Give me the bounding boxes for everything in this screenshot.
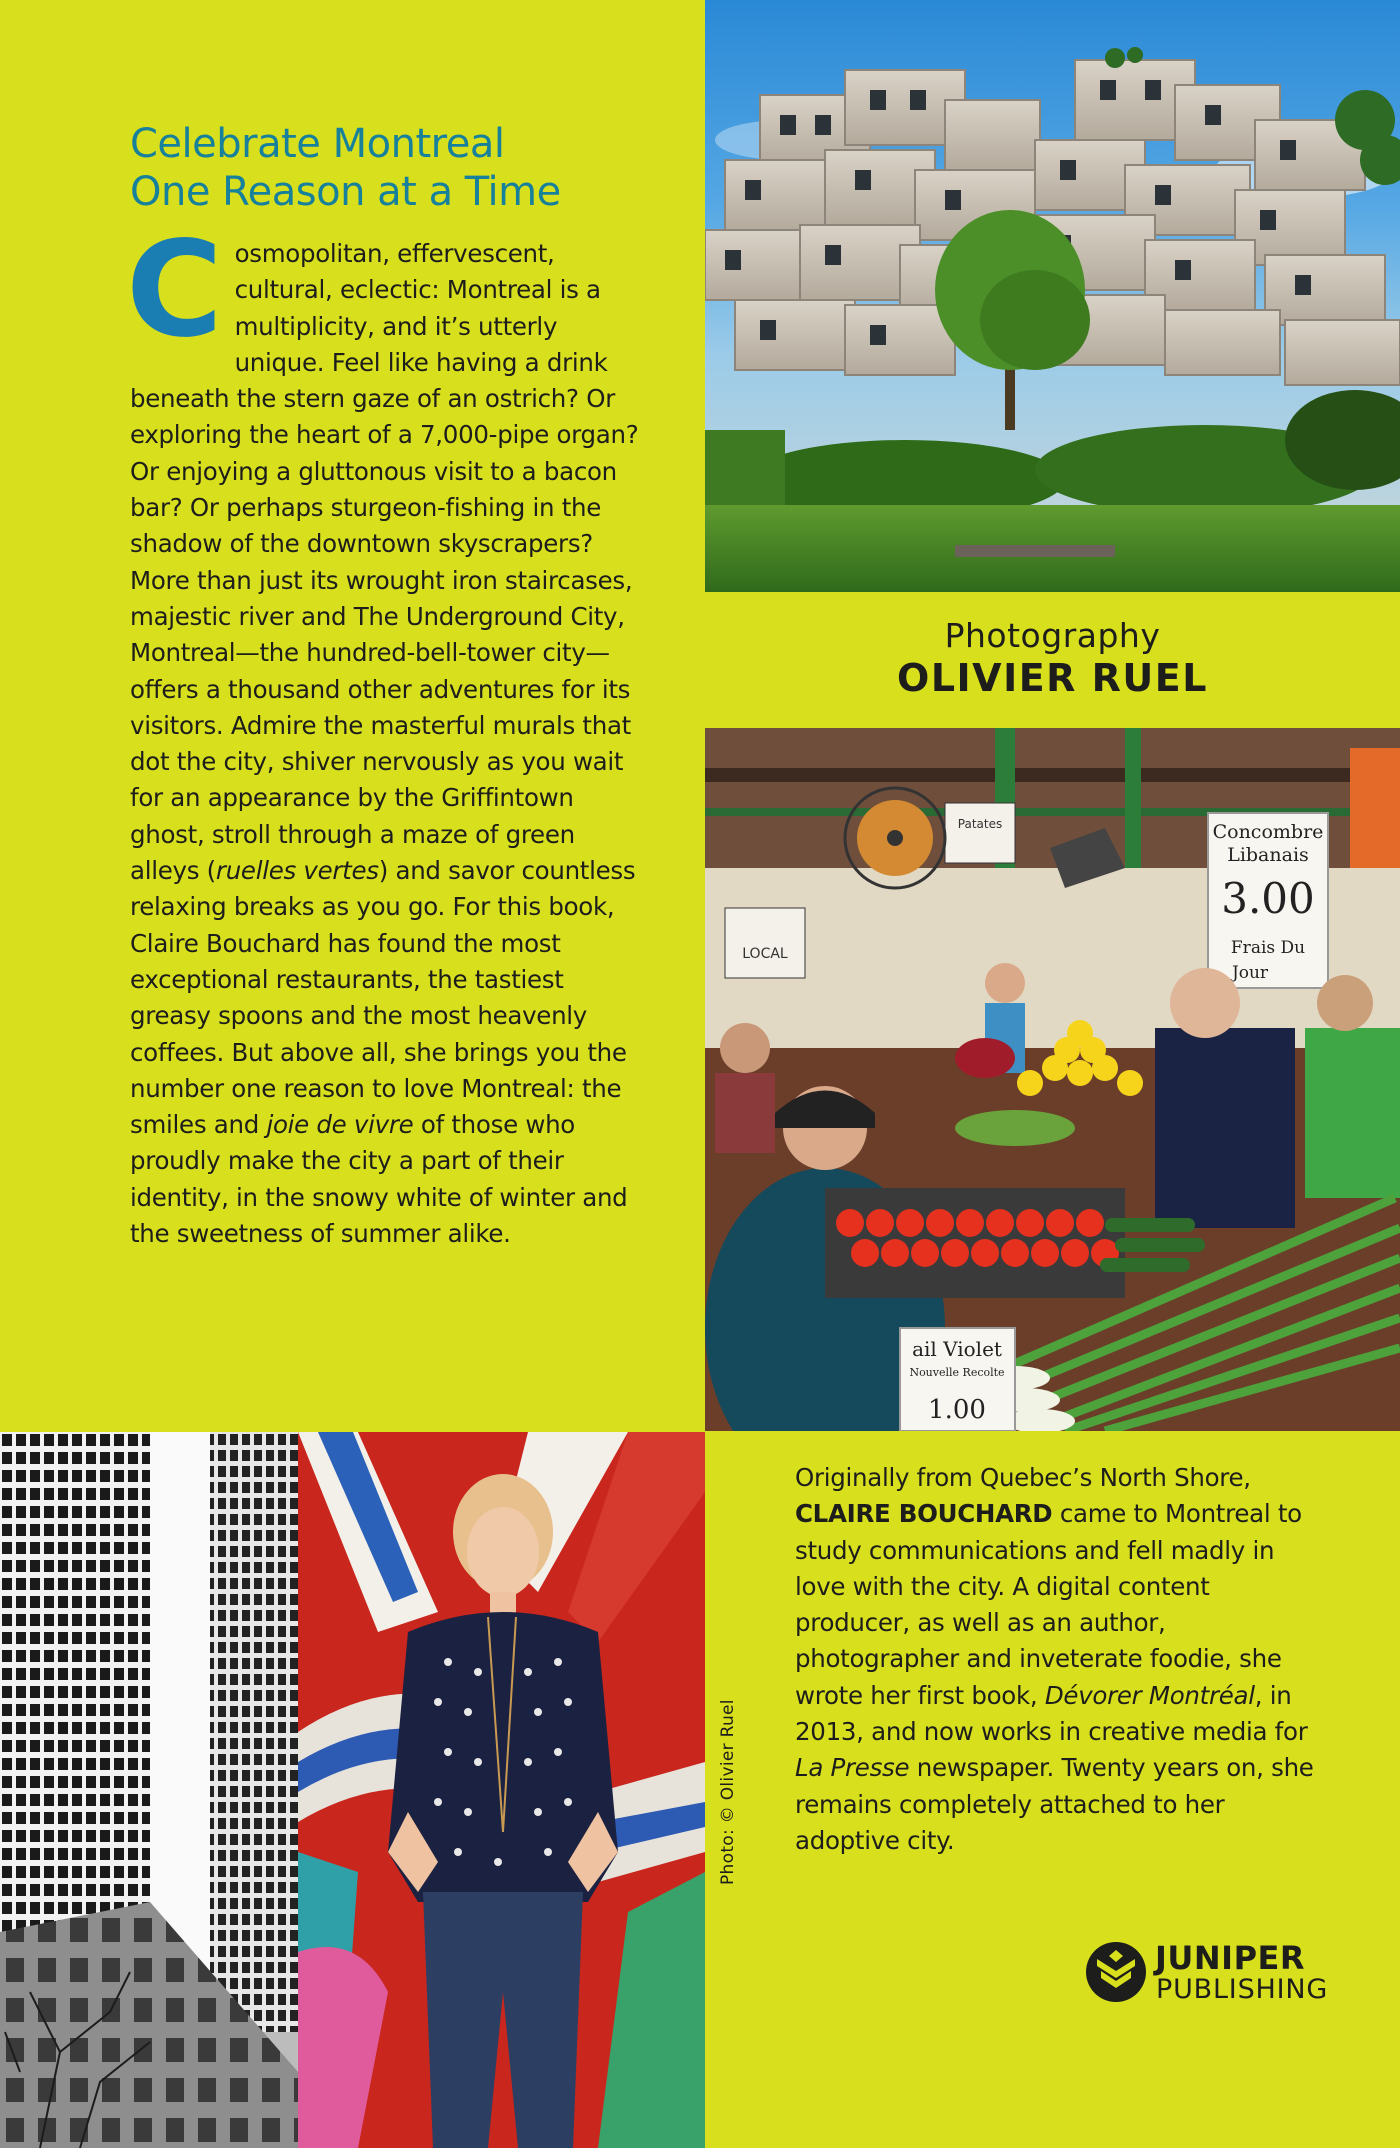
towers-photo xyxy=(0,1432,298,2148)
intro-text-run: of those who proudly make the city a part of their identity, in the snowy white of winter and the sweetness of summer alike. xyxy=(130,1110,628,1249)
juniper-logo-icon xyxy=(1085,1941,1147,2003)
bio-text-run: newspaper. Twenty years on, she remains completely attached to her adoptive city. xyxy=(795,1753,1314,1855)
intro-title-line2: One Reason at a Time xyxy=(130,169,561,215)
publisher-subtitle: PUBLISHING xyxy=(1156,1974,1329,2005)
market-sign-concombre: Concombre xyxy=(1212,821,1324,843)
intro-section xyxy=(126,120,645,1252)
intro-body xyxy=(126,213,645,1252)
market-sign-local: LOCAL xyxy=(742,946,788,962)
photography-credit xyxy=(705,592,1400,728)
market-sign-garlic-price: 1.00 xyxy=(928,1395,986,1425)
author-name: CLAIRE BOUCHARD xyxy=(795,1499,1053,1529)
market-sign-nouvelle-recolte: Nouvelle Recolte xyxy=(909,1366,1005,1379)
intro-text-run: osmopolitan, effervescent, cultural, eclectic: Montreal is a multiplicity, and it’s utterly unique. Feel like having a drink beneath the stern gaze of an ostrich? Or exploring the heart of a 7,000-pipe organ? Or enjoying a gluttonous visit to a bacon bar? Or perhaps sturgeon-fishing in the shadow of the downtown skyscrapers? More than just its wrought iron staircases, majestic river and The Underground City, Montreal—the hundred-bell-tower city—offers a thousand other adventures for its visitors. Admire the masterful murals that dot the city, shiver nervously as you wait for an appearance by the Griffintown ghost, stroll through a maze of green alleys ( xyxy=(130,239,639,886)
habitat-67-photo xyxy=(705,0,1400,592)
intro-title-line1: Celebrate Montreal xyxy=(130,121,505,167)
intro-title xyxy=(130,120,645,216)
intro-text xyxy=(130,239,638,1248)
market-sign-jour: Jour xyxy=(1231,963,1269,983)
drop-cap: C xyxy=(126,213,223,367)
bio-text-run: , in 2013, and now works in creative media for xyxy=(795,1680,1308,1747)
photography-label: Photography xyxy=(944,616,1161,655)
market-photo xyxy=(705,728,1400,1431)
bio-text-run: Originally from Quebec’s North Shore, xyxy=(795,1463,1251,1492)
market-sign-patates: Patates xyxy=(957,817,1003,831)
bio-text-run: came to Montreal to study communications and fell madly in love with the city. A digital content producer, as well as an author, photographer and inveterate foodie, she wrote her first book, xyxy=(795,1499,1302,1710)
author-illustration xyxy=(298,1432,705,2148)
bio-italic: Dévorer Montréal xyxy=(1044,1680,1255,1710)
habitat-67-illustration xyxy=(705,0,1400,592)
market-illustration xyxy=(705,728,1400,1431)
towers-illustration xyxy=(0,1432,298,2148)
author-photo xyxy=(298,1432,705,2148)
photographer-name: OLIVIER RUEL xyxy=(897,656,1208,700)
intro-text-italic: ruelles vertes xyxy=(215,856,379,886)
intro-text-run: ) and savor countless relaxing breaks as you go. For this book, Claire Bouchard has found the most exceptional restaurants, the tastiest greasy spoons and the most heavenly coffees. But above all, she brings you the number one reason to love Montreal: the smiles and xyxy=(130,856,636,1140)
publisher-name: JUNIPER xyxy=(1155,1939,1306,1977)
market-sign-libanais: Libanais xyxy=(1227,844,1309,866)
publisher-logo xyxy=(1085,1938,1329,2012)
market-sign-frais: Frais Du xyxy=(1230,938,1306,958)
photo-credit: Photo: © Olivier Ruel xyxy=(718,1699,738,1885)
author-bio xyxy=(795,1460,1315,1859)
market-sign-ail-violet: ail Violet xyxy=(912,1337,1002,1361)
intro-text-italic: joie de vivre xyxy=(266,1110,414,1140)
bio-italic: La Presse xyxy=(795,1753,910,1783)
market-sign-price: 3.00 xyxy=(1221,874,1315,923)
